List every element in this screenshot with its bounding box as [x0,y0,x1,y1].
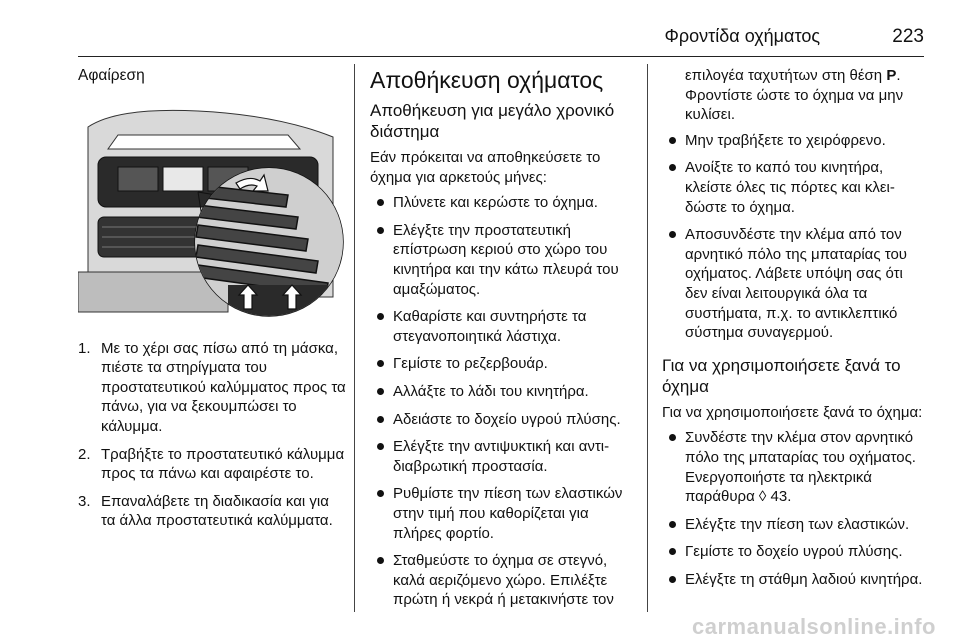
middle-column [370,66,638,622]
bullet-icon [377,360,384,367]
list-item: Ελέγξτε την πίεση των ελαστικών. [662,515,926,535]
column-divider-2 [647,64,648,612]
list-item: Αλλάξτε το λάδι του κινητήρα. [370,382,638,402]
list-item: Αδειάστε το δοχείο υγρού πλύσης. [370,410,638,430]
bullet-icon [669,137,676,144]
bullet-icon [377,313,384,320]
removal-steps [78,339,346,531]
list-item: Αποσυνδέστε την κλέμα από τον αρνητικό πόλο της μπαταρίας του οχήματος. Λάβετε υπόψη σας ότι δεν είναι λειτουργικά όλα τα συστήματα, π.χ. το αντικλεπτικό σύστημα συναγερμού. [662,225,926,343]
list-item: Σταθμεύστε το όχημα σε στεγνό, καλά αεριζόμενο χώρο. Επιλέξτε πρώτη ή νεκρά ή μετακινήστε τον [370,551,638,610]
bullet-icon [377,557,384,564]
reuse-bullets [662,428,926,589]
watermark: carmanualsonline.info [692,614,936,639]
list-item: Μην τραβήξετε το χειρόφρενο. [662,131,926,151]
subsection-title-reuse: Για να χρησιμοποιήσετε ξανά το όχημα [662,355,901,396]
list-item: Ρυθμίστε την πίεση των ελαστικών στην τιμή που καθορίζεται για πλήρες φορτίο. [370,484,638,543]
column-divider-1 [354,64,355,612]
bullet-icon [669,576,676,583]
list-item: 3. Επαναλάβετε τη διαδικασία και για τα άλλα προστατευτικά καλύμματα. [78,492,333,530]
bullet-icon [669,548,676,555]
bullet-icon [377,416,384,423]
continued-text: επιλογέα ταχυτήτων στη θέση P. Φροντίστε ώστε το όχημα να μην κυλίσει. [685,67,904,124]
right-column [662,66,926,601]
bullet-icon [377,227,384,234]
bullet-icon [377,388,384,395]
bullet-icon [377,490,384,497]
header-rule [78,56,924,57]
list-item: Ελέγξτε τη στάθμη λαδιού κινητήρα. [662,570,926,590]
bullet-icon [377,199,384,206]
list-item: 1. Με το χέρι σας πίσω από τη μάσκα, πιέστε τα στηρίγματα του προστατευτικού καλύμματος προς τα πάνω, για να ξεκουμπώσει το κάλυμμα. [78,339,346,435]
list-item: Ελέγξτε την προστατευτική επίστρωση κεριού στο χώρο του κινητήρα και την κάτω πλευρά του αμαξώματος. [370,221,638,299]
list-item: Ελέγξτε την αντιψυκτική και αντιδιαβρωτική προστασία. [370,437,638,476]
storage-bullets-continued [662,131,926,343]
list-item: Γεμίστε το ρεζερβουάρ. [370,354,638,374]
subsection-title: Αποθήκευση για μεγάλο χρονικό διάστημα [370,101,615,141]
intro-text: Εάν πρόκειται να αποθηκεύσετε το όχημα για αρκετούς μήνες: [370,149,601,186]
left-column [78,66,346,539]
page-number: 223 [892,26,924,47]
bullet-icon [669,164,676,171]
list-item: 2. Τραβήξτε το προστατευτικό κάλυμμα προς τα πάνω και αφαιρέστε το. [78,445,345,483]
list-item: Πλύνετε και κερώστε το όχημα. [370,193,638,213]
list-item: Ανοίξτε το καπό του κινητήρα, κλείστε όλες τις πόρτες και κλειδώστε το όχημα. [662,158,926,217]
bullet-icon [669,434,676,441]
section-title: Αποθήκευση οχήματος [370,67,604,93]
list-item: Γεμίστε το δοχείο υγρού πλύσης. [662,542,926,562]
reuse-intro: Για να χρησιμοποιήσετε ξανά το όχημα: [662,403,923,421]
storage-bullets [370,193,638,610]
removal-heading: Αφαίρεση [78,67,145,84]
bumper-cover-illustration [78,97,346,319]
list-item: Καθαρίστε και συντηρήστε τα στεγανοποιητικά λάστιχα. [370,307,638,346]
bullet-icon [377,443,384,450]
list-item: Συνδέστε την κλέμα στον αρνητικό πόλο της μπαταρίας του οχήματος. Ενεργοποιήστε τα ηλεκτρικά παράθυρα ◊ 43. [662,428,926,506]
bullet-icon [669,231,676,238]
bullet-icon [669,521,676,528]
header-title: Φροντίδα οχήματος [664,26,820,46]
